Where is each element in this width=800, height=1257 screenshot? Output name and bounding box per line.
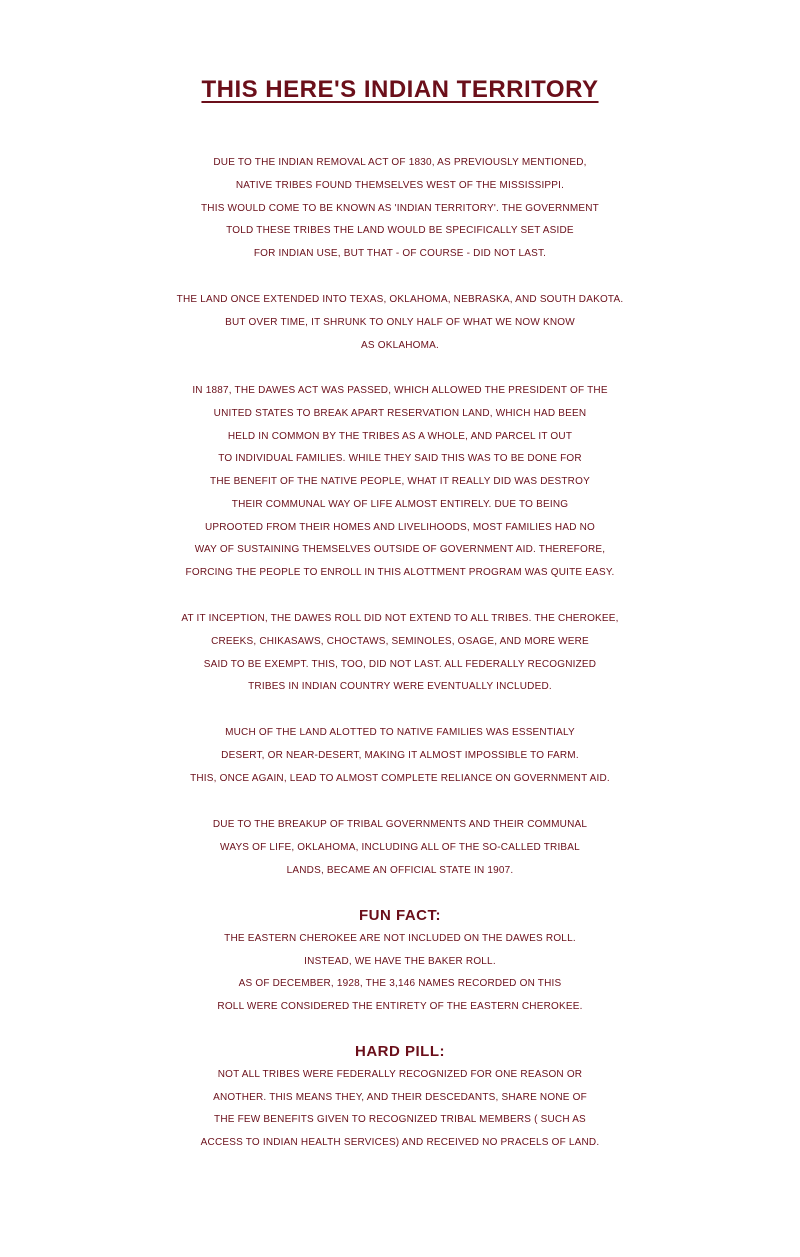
paragraph-line: THE FEW BENEFITS GIVEN TO RECOGNIZED TRIBAL MEMBERS ( SUCH AS <box>214 1114 586 1126</box>
paragraph-line: WAY OF SUSTAINING THEMSELVES OUTSIDE OF GOVERNMENT AID. THEREFORE, <box>194 544 606 556</box>
paragraph-line: THEIR COMMUNAL WAY OF LIFE ALMOST ENTIRELY. DUE TO BEING <box>231 498 569 510</box>
fun-fact-section <box>0 905 800 1019</box>
paragraph-line: NOT ALL TRIBES WERE FEDERALLY RECOGNIZED FOR ONE REASON OR <box>217 1068 583 1080</box>
paragraph-line: CREEKS, CHIKASAWS, CHOCTAWS, SEMINOLES, OSAGE, AND MORE WERE <box>211 635 589 647</box>
paragraph-line: BUT OVER TIME, IT SHRUNK TO ONLY HALF OF WHAT WE NOW KNOW <box>225 316 575 328</box>
paragraph-line: WAYS OF LIFE, OKLAHOMA, INCLUDING ALL OF THE SO-CALLED TRIBAL <box>220 841 580 853</box>
paragraph-line: AT IT INCEPTION, THE DAWES ROLL DID NOT EXTEND TO ALL TRIBES. THE CHEROKEE, <box>181 613 619 624</box>
paragraph-line: AS OF DECEMBER, 1928, THE 3,146 NAMES RECORDED ON THIS <box>238 978 562 990</box>
paragraph-line: DUE TO THE BREAKUP OF TRIBAL GOVERNMENTS AND THEIR COMMUNAL <box>212 819 588 830</box>
paragraph-line: SAID TO BE EXEMPT. THIS, TOO, DID NOT LAST. ALL FEDERALLY RECOGNIZED <box>203 658 597 670</box>
hard-pill-section <box>0 1041 800 1155</box>
paragraph-line: THE EASTERN CHEROKEE ARE NOT INCLUDED ON THE DAWES ROLL. <box>224 932 576 944</box>
paragraph-line: IN 1887, THE DAWES ACT WAS PASSED, WHICH ALLOWED THE PRESIDENT OF THE <box>192 385 608 396</box>
paragraph-line: UPROOTED FROM THEIR HOMES AND LIVELIHOODS, MOST FAMILIES HAD NO <box>204 521 596 533</box>
paragraph-desert-land <box>0 722 800 790</box>
paragraph-line: THIS WOULD COME TO BE KNOWN AS 'INDIAN TERRITORY'. THE GOVERNMENT <box>201 202 599 214</box>
paragraph-line: TOLD THESE TRIBES THE LAND WOULD BE SPECIFICALLY SET ASIDE <box>226 225 574 237</box>
paragraph-line: DUE TO THE INDIAN REMOVAL ACT OF 1830, AS PREVIOUSLY MENTIONED, <box>213 157 587 168</box>
paragraph-line: NATIVE TRIBES FOUND THEMSELVES WEST OF THE MISSISSIPPI. <box>235 179 565 191</box>
paragraph-statehood <box>0 814 800 882</box>
paragraph-line: UNITED STATES TO BREAK APART RESERVATION LAND, WHICH HAD BEEN <box>213 407 587 419</box>
paragraph-line: FORCING THE PEOPLE TO ENROLL IN THIS ALOTTMENT PROGRAM WAS QUITE EASY. <box>185 567 615 578</box>
paragraph-removal-act <box>0 152 800 266</box>
paragraph-line: ACCESS TO INDIAN HEALTH SERVICES) AND RECEIVED NO PRACELS OF LAND. <box>200 1137 600 1148</box>
paragraph-line: TRIBES IN INDIAN COUNTRY WERE EVENTUALLY INCLUDED. <box>248 681 552 693</box>
paragraph-line: THE LAND ONCE EXTENDED INTO TEXAS, OKLAHOMA, NEBRASKA, AND SOUTH DAKOTA. <box>176 294 624 305</box>
paragraph-line: HELD IN COMMON BY THE TRIBES AS A WHOLE, AND PARCEL IT OUT <box>227 430 573 442</box>
paragraph-line: FOR INDIAN USE, BUT THAT - OF COURSE - DID NOT LAST. <box>253 248 547 259</box>
paragraph-line: LANDS, BECAME AN OFFICIAL STATE IN 1907. <box>286 864 514 876</box>
paragraph-line: MUCH OF THE LAND ALOTTED TO NATIVE FAMILIES WAS ESSENTIALY <box>225 727 575 738</box>
paragraph-line: ROLL WERE CONSIDERED THE ENTIRETY OF THE EASTERN CHEROKEE. <box>217 1001 583 1012</box>
paragraph-land-extent <box>0 289 800 357</box>
paragraph-line: TO INDIVIDUAL FAMILIES. WHILE THEY SAID THIS WAS TO BE DONE FOR <box>218 453 582 465</box>
paragraph-line: DESERT, OR NEAR-DESERT, MAKING IT ALMOST IMPOSSIBLE TO FARM. <box>221 749 579 761</box>
paragraph-dawes-roll <box>0 608 800 699</box>
hard-pill-heading: HARD PILL: <box>355 1043 445 1060</box>
fun-fact-heading: FUN FACT: <box>359 907 441 924</box>
paragraph-line: AS OKLAHOMA. <box>361 339 439 351</box>
paragraph-dawes-act <box>0 380 800 585</box>
paragraph-line: THIS, ONCE AGAIN, LEAD TO ALMOST COMPLETE RELIANCE ON GOVERNMENT AID. <box>190 772 610 784</box>
paragraph-line: THE BENEFIT OF THE NATIVE PEOPLE, WHAT IT REALLY DID WAS DESTROY <box>210 476 590 487</box>
page-title: THIS HERE'S INDIAN TERRITORY <box>201 76 599 103</box>
paragraph-line: INSTEAD, WE HAVE THE BAKER ROLL. <box>304 955 496 967</box>
paragraph-line: ANOTHER. THIS MEANS THEY, AND THEIR DESCEDANTS, SHARE NONE OF <box>213 1091 587 1103</box>
